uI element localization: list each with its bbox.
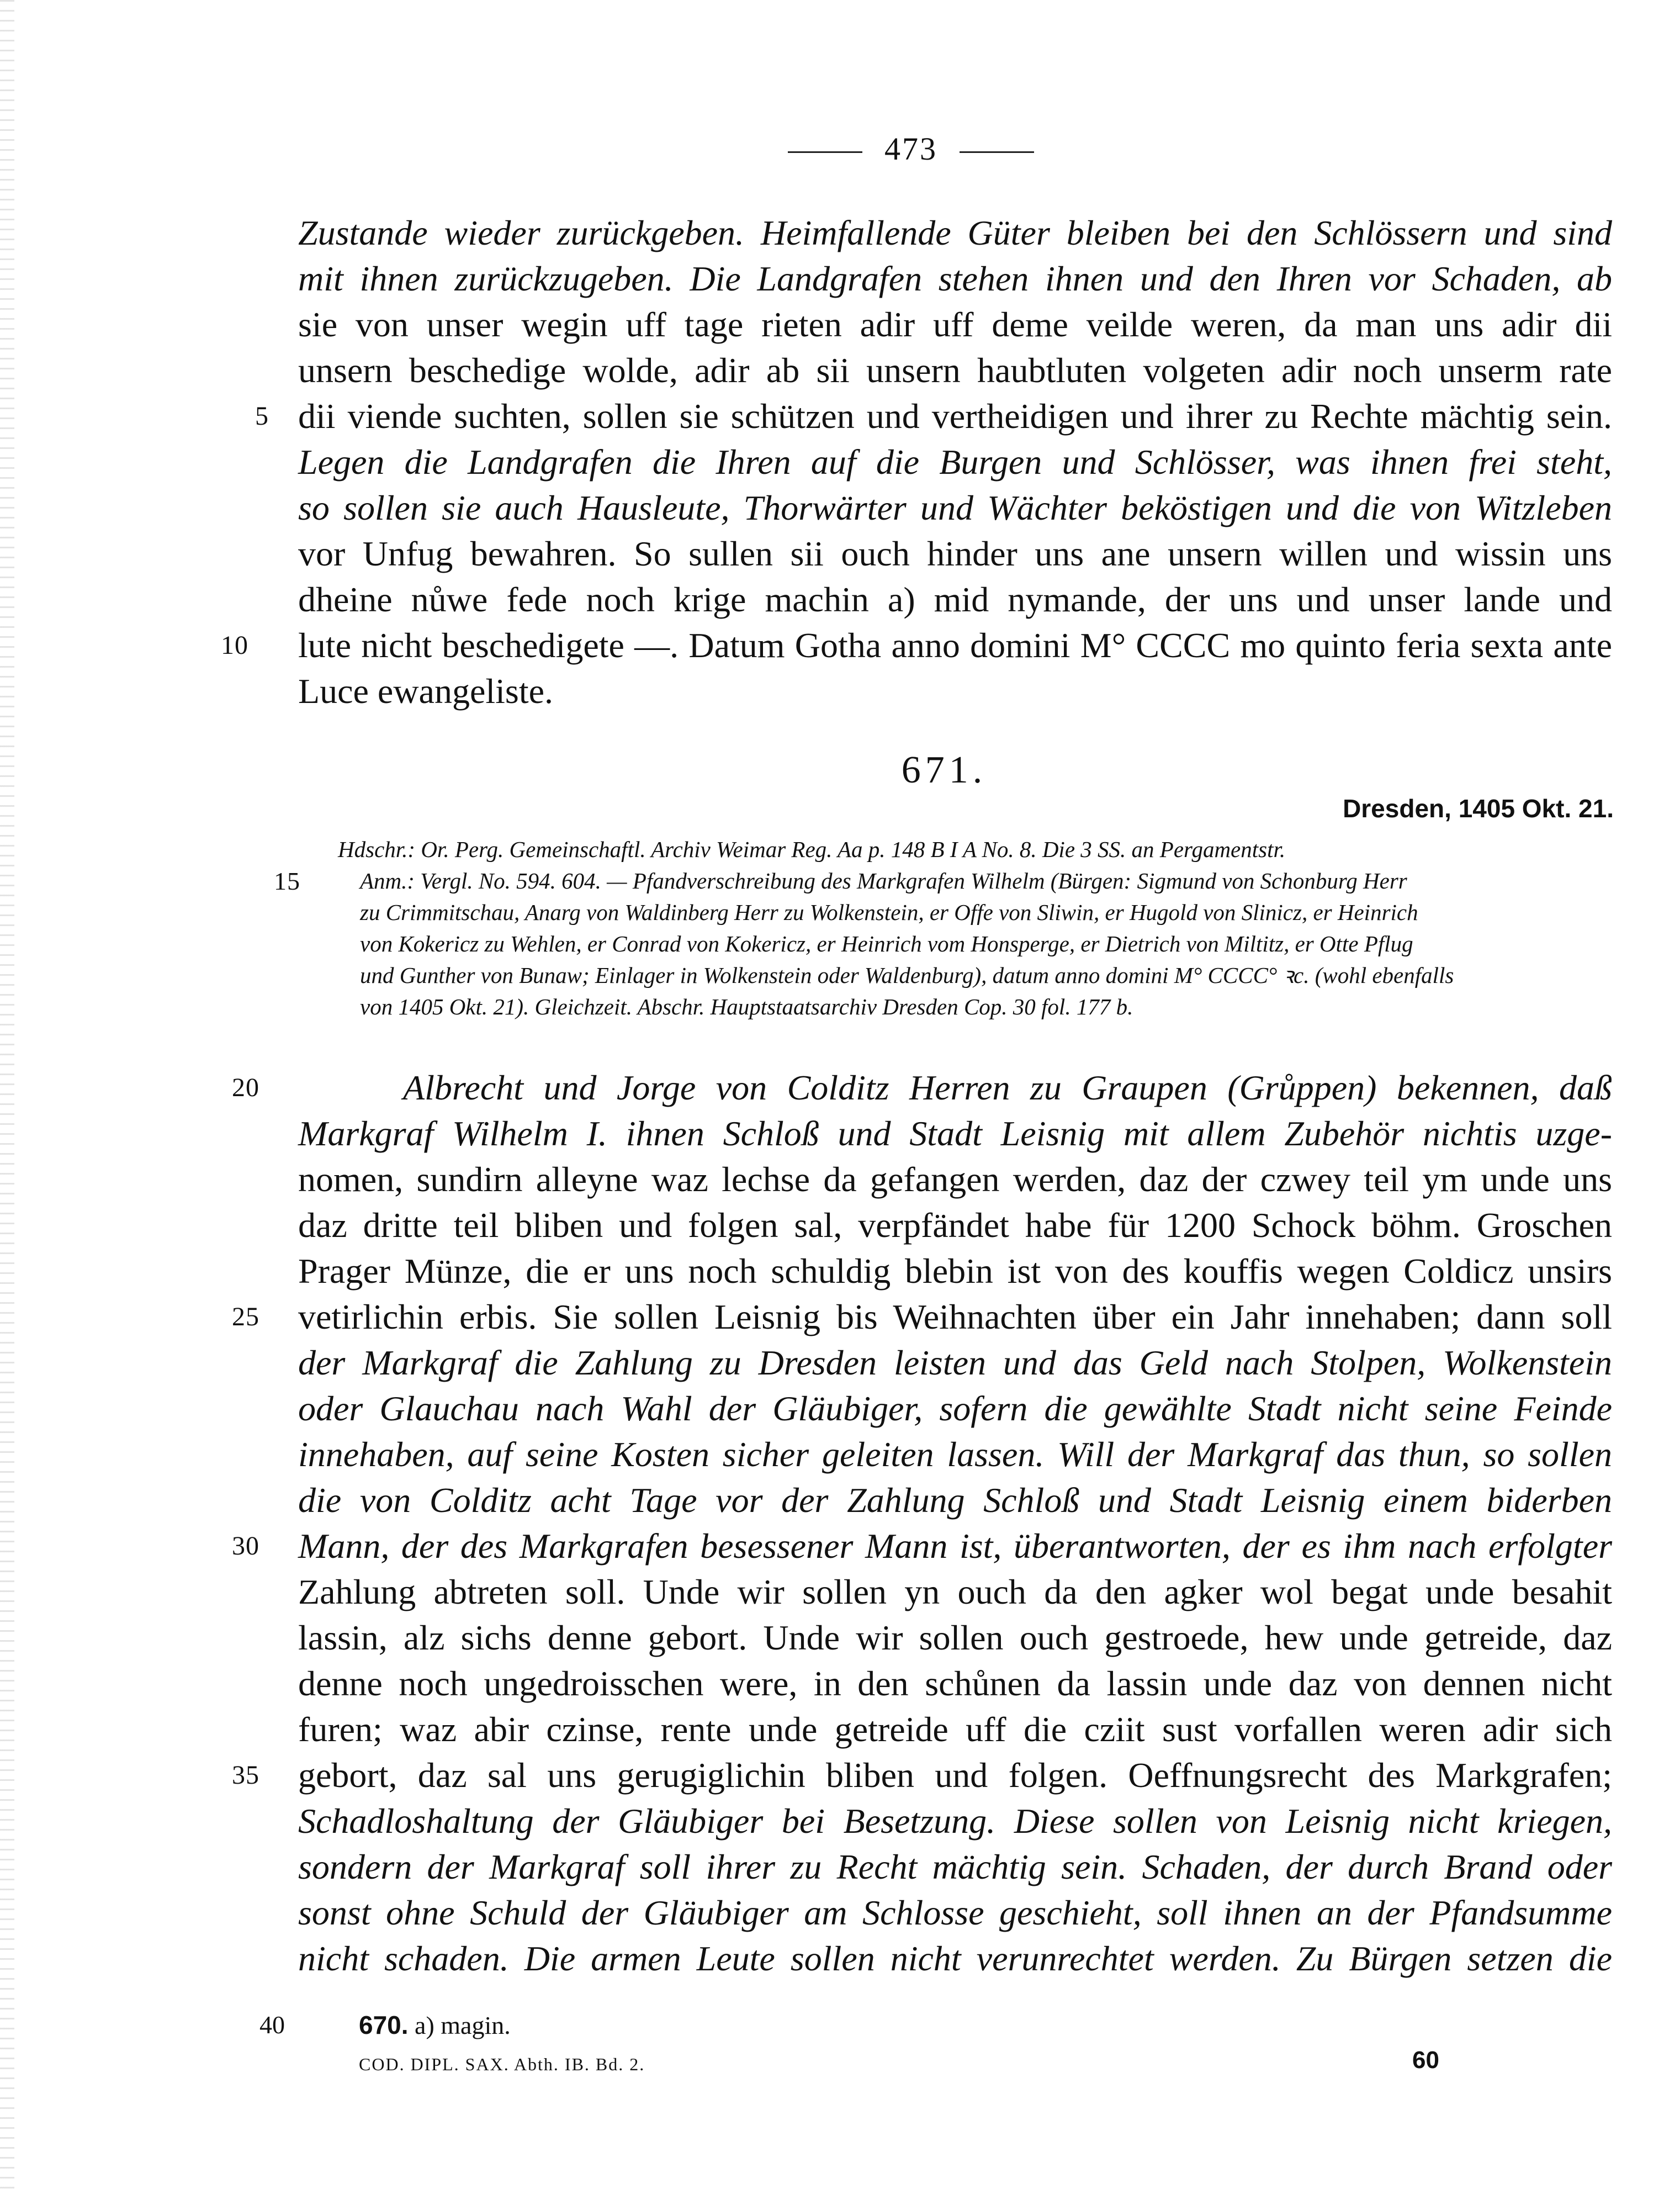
line-number: 25 bbox=[232, 1302, 259, 1331]
page-number: 473 bbox=[884, 131, 937, 167]
note-line: und Gunther von Bunaw; Einlager in Wolkenstein oder Waldenburg), datum anno domini M° CCCC° ꝛc. (wohl ebenfalls bbox=[360, 963, 1454, 988]
text-line: so sollen sie auch Hausleute, Thorwärter und Wächter beköstigen und die von Witzleben bbox=[298, 488, 1612, 527]
place-date: Dresden, 1405 Okt. 21. bbox=[1343, 794, 1614, 823]
text-line: Zustande wieder zurückgeben. Heimfallende Güter bleiben bei den Schlössern und sind bbox=[298, 213, 1612, 252]
footnote-text: a) magin. bbox=[415, 2011, 511, 2039]
text-line: denne noch ungedroisschen were, in den schůnen da lassin unde daz von dennen nicht bbox=[298, 1664, 1612, 1703]
text-line: 35 gebort, daz sal uns gerugiglichin bliben und folgen. Oeffnungsrecht des Markgrafen; bbox=[298, 1752, 1612, 1798]
text-line: vor Unfug bewahren. So sullen sii ouch hinder uns ane unsern willen und wissin uns bbox=[298, 534, 1612, 573]
note-line: von 1405 Okt. 21). Gleichzeit. Abschr. Hauptstaatsarchiv Dresden Cop. 30 fol. 177 b. bbox=[360, 994, 1133, 1019]
paragraph-regest bbox=[232, 1065, 1612, 1981]
text-line: dheine nůwe fede noch krige machin a) mid nymande, der uns und unser lande und bbox=[298, 580, 1612, 619]
scan-edge-marks bbox=[0, 0, 14, 2189]
text-line: sonst ohne Schuld der Gläubiger am Schlosse geschieht, soll ihnen an der Pfandsumme bbox=[298, 1893, 1612, 1932]
series-signature: COD. DIPL. SAX. Abth. IB. Bd. 2. bbox=[359, 2054, 645, 2074]
text-line: Legen die Landgrafen die Ihren auf die Burgen und Schlösser, was ihnen frei steht, bbox=[298, 442, 1612, 482]
note-line: 15 Anm.: Vergl. No. 594. 604. — Pfandverschreibung des Markgrafen Wilhelm (Bürgen: Sigmund von Schonburg Herr bbox=[360, 865, 1575, 897]
text-line: mit ihnen zurückzugeben. Die Landgrafen stehen ihnen und den Ihren vor Schaden, ab bbox=[298, 259, 1612, 298]
note-line: Hdschr.: Or. Perg. Gemeinschaftl. Archiv Weimar Reg. Aa p. 148 B I A No. 8. Die 3 SS. an Pergamentstr. bbox=[338, 837, 1286, 862]
text-line: der Markgraf die Zahlung zu Dresden leisten und das Geld nach Stolpen, Wolkenstein bbox=[298, 1343, 1612, 1382]
line-number: 30 bbox=[232, 1531, 259, 1561]
line-number: 20 bbox=[232, 1073, 259, 1102]
paragraph-continuation bbox=[221, 210, 1612, 714]
document-number: 671. bbox=[901, 749, 987, 791]
text-line: 25 vetirlichin erbis. Sie sollen Leisnig bis Weihnachten über ein Jahr innehaben; dann soll bbox=[298, 1294, 1612, 1340]
footer-line-number: 40 bbox=[259, 2011, 285, 2039]
text-line: sondern der Markgraf soll ihrer zu Recht mächtig sein. Schaden, der durch Brand oder bbox=[298, 1847, 1612, 1886]
text-line: Markgraf Wilhelm I. ihnen Schloß und Stadt Leisnig mit allem Zubehör nichtis uzge- bbox=[298, 1114, 1612, 1153]
page-header bbox=[718, 130, 1104, 167]
text-line: Prager Münze, die er uns noch schuldig blebin ist von des kouffis wegen Coldicz unsirs bbox=[298, 1251, 1612, 1291]
note-line: von Kokericz zu Wehlen, er Conrad von Kokericz, er Heinrich vom Honsperge, er Dietrich von Miltitz, er Otte Pflug bbox=[360, 931, 1413, 956]
header-dash-right bbox=[960, 151, 1034, 153]
text-line: 10 lute nicht beschedigete —. Datum Gotha anno domini M° CCCC mo quinto feria sexta ante bbox=[298, 622, 1612, 668]
text-line: nomen, sundirn alleyne waz lechse da gefangen werden, daz der czwey teil ym unde uns bbox=[298, 1160, 1612, 1199]
text-line: Schadloshaltung der Gläubiger bei Besetzung. Diese sollen von Leisnig nicht kriegen, bbox=[298, 1801, 1612, 1841]
text-line: lassin, alz sichs denne gebort. Unde wir sollen ouch gestroede, hew unde getreide, daz bbox=[298, 1618, 1612, 1657]
text-line: Zahlung abtreten soll. Unde wir sollen yn ouch da den agker wol begat unde besahit bbox=[298, 1572, 1612, 1611]
text-line: daz dritte teil bliben und folgen sal, verpfändet habe für 1200 Schock böhm. Groschen bbox=[298, 1205, 1612, 1245]
text-line: oder Glauchau nach Wahl der Gläubiger, sofern die gewählte Stadt nicht seine Feinde bbox=[298, 1389, 1612, 1428]
text-line: 5 dii viende suchten, sollen sie schützen und vertheidigen und ihrer zu Rechte mächtig sein. bbox=[298, 393, 1612, 439]
text-line: 30 Mann, der des Markgrafen besessener Mann ist, überantworten, der es ihm nach erfolgter bbox=[298, 1523, 1612, 1569]
footnote-ref: 670. bbox=[359, 2011, 409, 2039]
text-line: furen; waz abir czinse, rente unde getreide uff die cziit sust vorfallen weren adir sich bbox=[298, 1710, 1612, 1749]
text-line: Luce ewangeliste. bbox=[298, 671, 553, 711]
text-line: 20 Albrecht und Jorge von Colditz Herren zu Graupen (Grůppen) bekennen, daß bbox=[298, 1065, 1612, 1111]
text-line: innehaben, auf seine Kosten sicher geleiten lassen. Will der Markgraf das thun, so sollen bbox=[298, 1435, 1612, 1474]
source-notes bbox=[274, 834, 1575, 1023]
header-dash-left bbox=[788, 151, 862, 153]
text-line: die von Colditz acht Tage vor der Zahlung Schloß und Stadt Leisnig einem biderben bbox=[298, 1481, 1612, 1520]
line-number: 15 bbox=[274, 867, 300, 895]
line-number: 35 bbox=[232, 1760, 259, 1790]
sheet-number: 60 bbox=[1412, 2047, 1439, 2074]
footnote bbox=[359, 2010, 511, 2040]
text-line: sie von unser wegin uff tage rieten adir uff deme veilde weren, da man uns adir dii bbox=[298, 305, 1612, 344]
text-line: nicht schaden. Die armen Leute sollen nicht verunrechtet werden. Zu Bürgen setzen die bbox=[298, 1939, 1612, 1978]
line-number: 10 bbox=[221, 631, 248, 660]
note-line: zu Crimmitschau, Anarg von Waldinberg Herr zu Wolkenstein, er Offe von Sliwin, er Hugold von Slinicz, er Heinrich bbox=[360, 900, 1418, 925]
line-number: 5 bbox=[255, 401, 269, 431]
text-line: unsern beschedige wolde, adir ab sii unsern haubtluten volgeten adir noch unserm rate bbox=[298, 351, 1612, 390]
